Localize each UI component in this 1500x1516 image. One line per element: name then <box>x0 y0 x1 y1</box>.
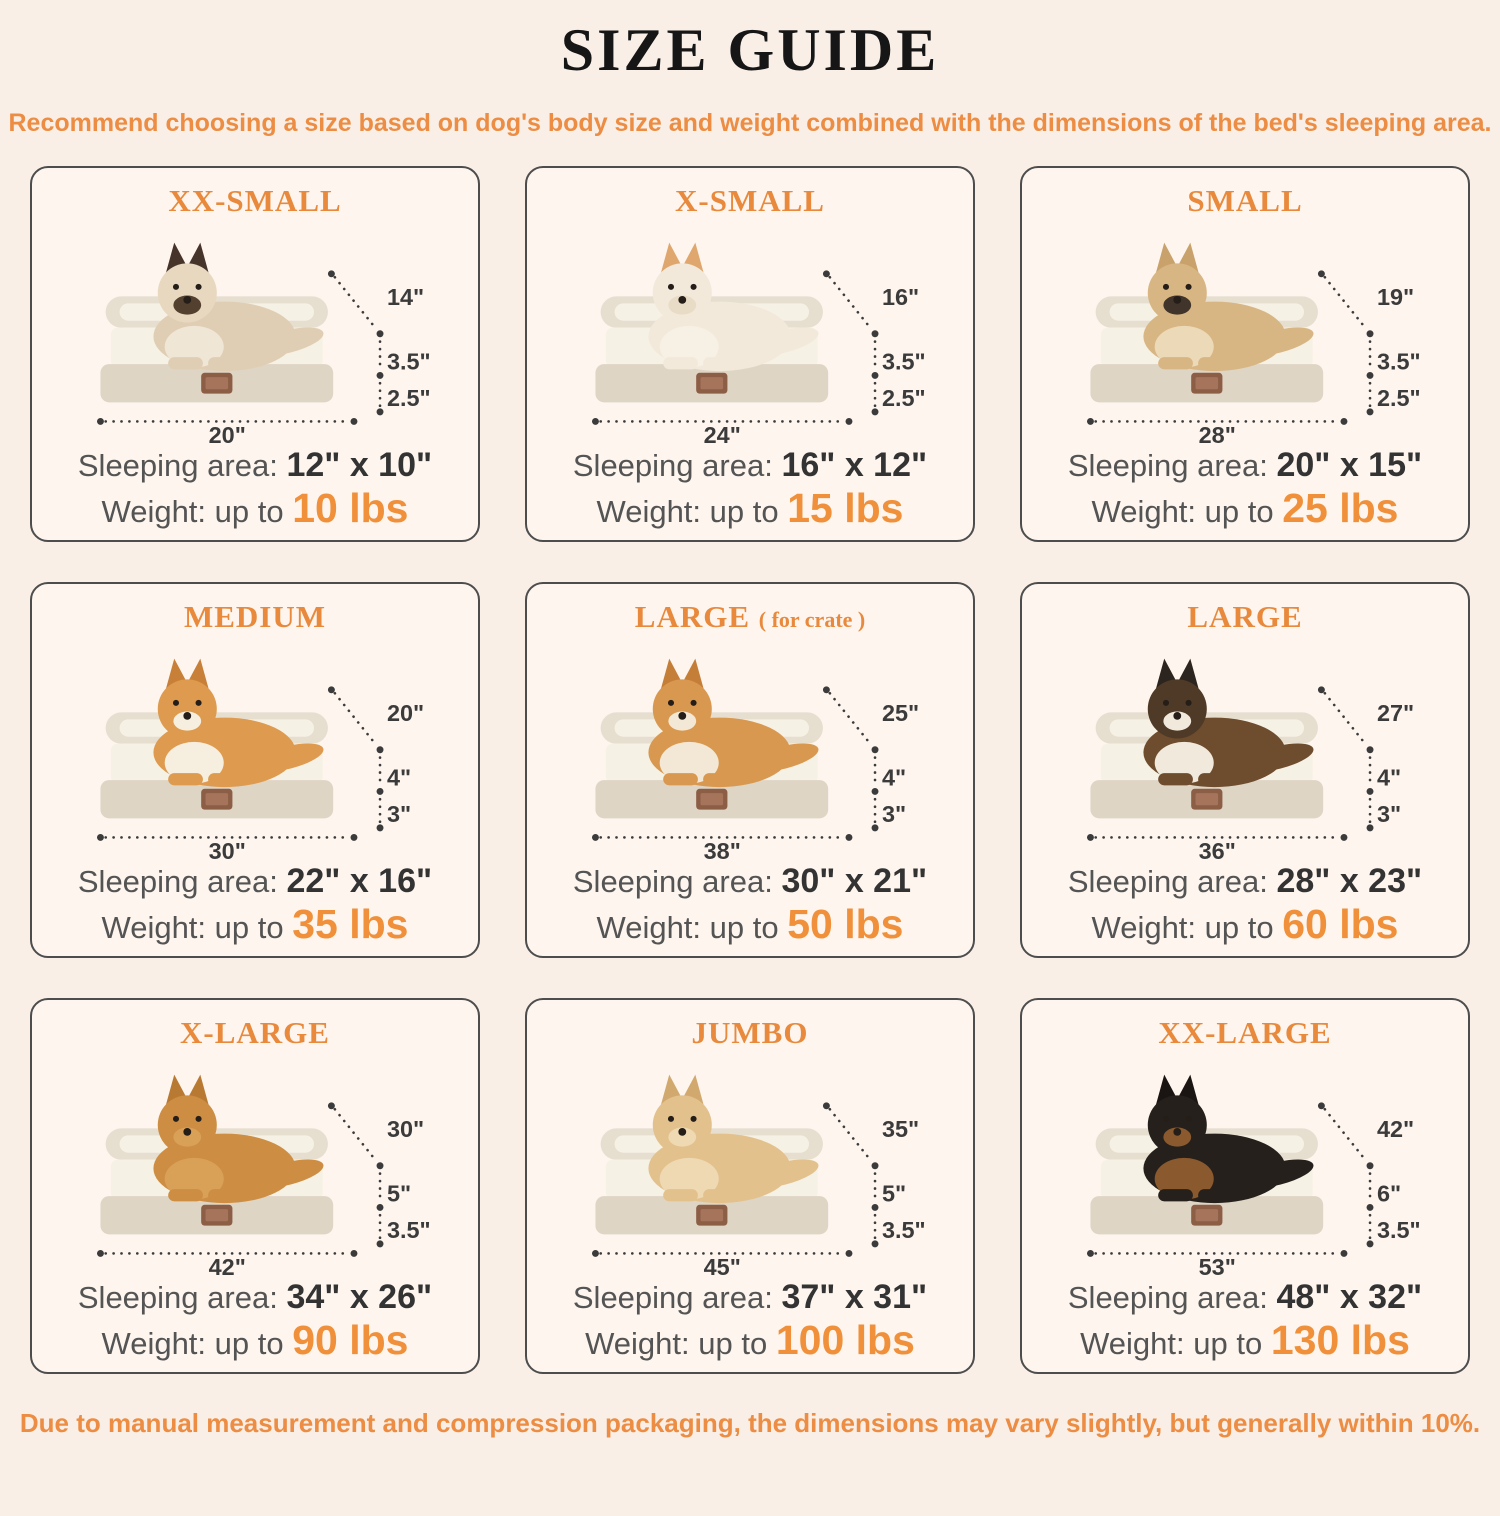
size-card-title <box>527 182 973 220</box>
weight-line <box>32 1318 478 1366</box>
pet-nose <box>1173 1128 1181 1136</box>
dim-dot <box>1367 824 1374 831</box>
pet-nose <box>678 296 686 304</box>
pet-nose <box>678 1128 686 1136</box>
dim-length: 53" <box>1198 1254 1236 1276</box>
weight-upto-label: up to <box>214 910 284 945</box>
dim-base-height: 3" <box>1376 800 1402 827</box>
dim-bolster-height: 3.5" <box>1376 348 1421 375</box>
dim-length: 20" <box>208 422 246 444</box>
dim-base-height: 2.5" <box>881 384 926 411</box>
dim-dot <box>377 372 384 379</box>
dim-line-diagonal <box>830 693 872 745</box>
size-card-title <box>32 1014 478 1052</box>
dim-line-diagonal <box>1325 693 1367 745</box>
size-card-title <box>527 1014 973 1052</box>
dim-bolster-top-width: 30" <box>386 1116 425 1143</box>
pet-eye-left <box>173 700 179 706</box>
size-card <box>30 582 480 958</box>
dim-bolster-top-width: 25" <box>881 700 920 727</box>
sleeping-area-label: Sleeping area: <box>572 448 773 483</box>
weight-label: Weight: <box>101 494 207 529</box>
weight-value: 130 lbs <box>1270 1317 1410 1363</box>
dim-dot <box>1367 372 1374 379</box>
size-card-title <box>32 598 478 636</box>
weight-upto-label: up to <box>214 494 284 529</box>
dim-dot <box>872 746 879 753</box>
dim-dot <box>872 372 879 379</box>
sleeping-area-line <box>527 1278 973 1316</box>
dim-line-diagonal <box>335 693 377 745</box>
pet-nose <box>1173 712 1181 720</box>
dim-dot <box>1087 1250 1094 1257</box>
dim-dot <box>592 418 599 425</box>
pet-nose <box>1173 296 1181 304</box>
dim-dot <box>592 834 599 841</box>
bed-illustration <box>550 1052 950 1276</box>
dim-dot <box>1087 418 1094 425</box>
dim-dot <box>1341 418 1348 425</box>
sleeping-area-value: 12" x 10" <box>286 446 433 484</box>
weight-value: 25 lbs <box>1282 485 1399 531</box>
pet-eye-right <box>196 700 202 706</box>
sleeping-area-line <box>32 446 478 484</box>
weight-line <box>527 1318 973 1366</box>
weight-line <box>527 486 973 534</box>
sleeping-area-label: Sleeping area: <box>1067 1280 1268 1315</box>
dim-bolster-height: 3.5" <box>881 348 926 375</box>
brand-patch-inner <box>701 793 724 805</box>
dim-dot <box>823 270 830 277</box>
brand-patch-inner <box>206 793 229 805</box>
sleeping-area-line <box>32 1278 478 1316</box>
bed-illustration <box>550 220 950 444</box>
dim-dot <box>97 834 104 841</box>
weight-upto-label: up to <box>1204 910 1274 945</box>
dim-dot <box>872 408 879 415</box>
disclaimer-note: Due to manual measurement and compression packaging, the dimensions may vary slightly, but generally within 10%. <box>19 1408 1481 1438</box>
dim-bolster-top-width: 16" <box>881 284 920 311</box>
dim-bolster-height: 4" <box>1376 764 1402 791</box>
dim-base-height: 3" <box>881 800 907 827</box>
size-name: X-LARGE <box>180 1015 330 1050</box>
dim-dot <box>351 1250 358 1257</box>
weight-label: Weight: <box>596 910 702 945</box>
size-name: LARGE <box>634 599 751 634</box>
weight-value: 100 lbs <box>775 1317 915 1363</box>
sleeping-area-label: Sleeping area: <box>77 448 278 483</box>
dim-dot <box>1367 1204 1374 1211</box>
pet-eye-left <box>668 700 674 706</box>
dim-dot <box>377 824 384 831</box>
weight-value: 15 lbs <box>787 485 904 531</box>
size-card-title <box>1022 598 1468 636</box>
dim-dot <box>328 270 335 277</box>
dim-dot <box>823 686 830 693</box>
pet-paw-left <box>1158 357 1193 369</box>
weight-line <box>32 486 478 534</box>
weight-line <box>1022 902 1468 950</box>
pet-paw-right <box>208 357 243 369</box>
pet-paw-right <box>703 773 738 785</box>
pet-paw-left <box>663 773 698 785</box>
dim-line-diagonal <box>1325 277 1367 329</box>
dim-dot <box>377 408 384 415</box>
dim-bolster-height: 4" <box>881 764 907 791</box>
dim-dot <box>872 1240 879 1247</box>
weight-line <box>32 902 478 950</box>
sleeping-area-value: 28" x 23" <box>1276 862 1423 900</box>
dim-bolster-top-width: 20" <box>386 700 425 727</box>
pet-eye-left <box>173 284 179 290</box>
dim-dot <box>872 1204 879 1211</box>
dim-bolster-top-width: 14" <box>386 284 425 311</box>
pet-nose <box>183 296 191 304</box>
brand-patch-inner <box>701 1209 724 1221</box>
pet-paw-right <box>1198 1189 1233 1201</box>
dim-dot <box>872 788 879 795</box>
dim-dot <box>592 1250 599 1257</box>
pet-paw-right <box>1198 773 1233 785</box>
dim-dot <box>97 1250 104 1257</box>
sleeping-area-value: 30" x 21" <box>781 862 928 900</box>
weight-label: Weight: <box>101 1326 207 1361</box>
pet-eye-left <box>668 284 674 290</box>
sleeping-area-label: Sleeping area: <box>77 864 278 899</box>
size-card <box>525 166 975 542</box>
sleeping-area-label: Sleeping area: <box>572 864 773 899</box>
pet-paw-left <box>663 1189 698 1201</box>
sleeping-area-line <box>1022 1278 1468 1316</box>
size-card <box>525 998 975 1374</box>
pet-eye-left <box>1163 700 1169 706</box>
pet-eye-left <box>668 1116 674 1122</box>
dim-line-diagonal <box>830 1109 872 1161</box>
weight-upto-label: up to <box>1193 1326 1263 1361</box>
size-card <box>30 166 480 542</box>
bed-illustration <box>55 636 455 860</box>
pet-paw-left <box>168 357 203 369</box>
size-name-note: ( for crate ) <box>758 607 866 632</box>
weight-value: 35 lbs <box>292 901 409 947</box>
weight-value: 10 lbs <box>292 485 409 531</box>
weight-upto-label: up to <box>709 494 779 529</box>
dim-dot <box>846 834 853 841</box>
dim-dot <box>823 1102 830 1109</box>
brand-patch-inner <box>701 377 724 389</box>
dim-bolster-height: 5" <box>386 1180 412 1207</box>
sleeping-area-value: 20" x 15" <box>1276 446 1423 484</box>
weight-label: Weight: <box>585 1326 690 1361</box>
dim-dot <box>1367 746 1374 753</box>
weight-label: Weight: <box>1091 910 1197 945</box>
weight-value: 60 lbs <box>1282 901 1399 947</box>
dim-dot <box>351 834 358 841</box>
dim-bolster-top-width: 35" <box>881 1116 920 1143</box>
dim-line-diagonal <box>335 277 377 329</box>
dim-dot <box>328 686 335 693</box>
dim-dot <box>1341 834 1348 841</box>
sleeping-area-value: 16" x 12" <box>781 446 928 484</box>
pet-paw-left <box>168 773 203 785</box>
pet-eye-right <box>196 284 202 290</box>
dim-dot <box>1367 408 1374 415</box>
weight-upto-label: up to <box>1204 494 1274 529</box>
dim-dot <box>846 418 853 425</box>
dim-bolster-height: 3.5" <box>386 348 431 375</box>
weight-upto-label: up to <box>709 910 779 945</box>
dim-dot <box>1341 1250 1348 1257</box>
size-name: SMALL <box>1187 183 1303 218</box>
dim-bolster-height: 6" <box>1376 1180 1402 1207</box>
dim-length: 28" <box>1198 422 1236 444</box>
dim-dot <box>1087 834 1094 841</box>
pet-nose <box>183 712 191 720</box>
sleeping-area-value: 22" x 16" <box>286 862 433 900</box>
bed-illustration <box>55 220 455 444</box>
size-name: X-SMALL <box>675 183 825 218</box>
pet-eye-right <box>1186 1116 1192 1122</box>
pet-paw-right <box>703 1189 738 1201</box>
pet-eye-right <box>691 700 697 706</box>
dim-base-height: 3" <box>386 800 412 827</box>
dim-dot <box>97 418 104 425</box>
dim-dot <box>1318 686 1325 693</box>
weight-label: Weight: <box>1080 1326 1185 1361</box>
dim-dot <box>872 824 879 831</box>
dim-line-diagonal <box>335 1109 377 1161</box>
pet-eye-left <box>173 1116 179 1122</box>
pet-paw-right <box>208 773 243 785</box>
pet-eye-right <box>691 1116 697 1122</box>
weight-line <box>527 902 973 950</box>
weight-value: 90 lbs <box>292 1317 409 1363</box>
weight-upto-label: up to <box>214 1326 284 1361</box>
dim-base-height: 3.5" <box>386 1216 431 1243</box>
sleeping-area-value: 48" x 32" <box>1276 1278 1423 1316</box>
weight-value: 50 lbs <box>787 901 904 947</box>
dim-dot <box>872 330 879 337</box>
brand-patch-inner <box>1196 1209 1219 1221</box>
size-name: XX-SMALL <box>168 183 342 218</box>
page-subtitle: Recommend choosing a size based on dog's body size and weight combined with the dimensions of the bed's sleeping area. <box>8 109 1492 137</box>
size-card-title <box>32 182 478 220</box>
pet-paw-left <box>168 1189 203 1201</box>
dim-bolster-height: 4" <box>386 764 412 791</box>
sleeping-area-line <box>32 862 478 900</box>
dim-length: 30" <box>208 838 246 860</box>
brand-patch-inner <box>206 1209 229 1221</box>
dim-length: 42" <box>208 1254 246 1276</box>
size-card-title <box>527 598 973 636</box>
dim-dot <box>846 1250 853 1257</box>
size-card <box>1020 582 1470 958</box>
dim-line-diagonal <box>1325 1109 1367 1161</box>
dim-base-height: 2.5" <box>1376 384 1421 411</box>
size-card-title <box>1022 1014 1468 1052</box>
weight-label: Weight: <box>1091 494 1197 529</box>
dim-base-height: 3.5" <box>1376 1216 1421 1243</box>
sleeping-area-label: Sleeping area: <box>1067 864 1268 899</box>
brand-patch-inner <box>1196 793 1219 805</box>
weight-upto-label: up to <box>698 1326 768 1361</box>
sleeping-area-label: Sleeping area: <box>77 1280 278 1315</box>
dim-dot <box>1367 1162 1374 1169</box>
dim-dot <box>377 330 384 337</box>
dim-dot <box>1318 1102 1325 1109</box>
bed-illustration <box>1045 220 1445 444</box>
pet-eye-right <box>1186 700 1192 706</box>
sleeping-area-label: Sleeping area: <box>572 1280 773 1315</box>
sleeping-area-line <box>527 446 973 484</box>
size-card <box>1020 166 1470 542</box>
pet-eye-left <box>1163 1116 1169 1122</box>
dim-length: 45" <box>703 1254 741 1276</box>
dim-dot <box>1367 788 1374 795</box>
dim-dot <box>1367 330 1374 337</box>
dim-dot <box>377 1204 384 1211</box>
pet-nose <box>183 1128 191 1136</box>
dim-length: 38" <box>703 838 741 860</box>
pet-paw-left <box>663 357 698 369</box>
pet-paw-right <box>1198 357 1233 369</box>
sleeping-area-line <box>1022 446 1468 484</box>
dim-bolster-top-width: 19" <box>1376 284 1415 311</box>
pet-paw-right <box>208 1189 243 1201</box>
dim-dot <box>351 418 358 425</box>
brand-patch-inner <box>206 377 229 389</box>
dim-dot <box>377 1162 384 1169</box>
weight-label: Weight: <box>596 494 702 529</box>
size-name: JUMBO <box>691 1015 809 1050</box>
dim-dot <box>872 1162 879 1169</box>
bed-illustration <box>1045 636 1445 860</box>
size-card <box>525 582 975 958</box>
sleeping-area-line <box>1022 862 1468 900</box>
dim-dot <box>1318 270 1325 277</box>
page-title: SIZE GUIDE <box>560 17 940 83</box>
weight-line <box>1022 1318 1468 1366</box>
pet-eye-right <box>691 284 697 290</box>
dim-dot <box>328 1102 335 1109</box>
dim-dot <box>377 746 384 753</box>
sleeping-area-line <box>527 862 973 900</box>
sleeping-area-label: Sleeping area: <box>1067 448 1268 483</box>
dim-bolster-height: 5" <box>881 1180 907 1207</box>
size-name: MEDIUM <box>183 599 327 634</box>
weight-label: Weight: <box>101 910 207 945</box>
dim-length: 36" <box>1198 838 1236 860</box>
dim-base-height: 3.5" <box>881 1216 926 1243</box>
pet-eye-right <box>196 1116 202 1122</box>
size-name: XX-LARGE <box>1158 1015 1332 1050</box>
weight-line <box>1022 486 1468 534</box>
dim-dot <box>1367 1240 1374 1247</box>
sleeping-area-value: 37" x 31" <box>781 1278 928 1316</box>
brand-patch-inner <box>1196 377 1219 389</box>
pet-paw-left <box>1158 1189 1193 1201</box>
bed-illustration <box>55 1052 455 1276</box>
size-name: LARGE <box>1187 599 1303 634</box>
dim-bolster-top-width: 27" <box>1376 700 1415 727</box>
pet-eye-right <box>1186 284 1192 290</box>
pet-paw-left <box>1158 773 1193 785</box>
pet-paw-right <box>703 357 738 369</box>
dim-dot <box>377 788 384 795</box>
size-card-title <box>1022 182 1468 220</box>
bed-illustration <box>550 636 950 860</box>
dim-dot <box>377 1240 384 1247</box>
size-grid <box>30 166 1470 1374</box>
bed-illustration <box>1045 1052 1445 1276</box>
dim-base-height: 2.5" <box>386 384 431 411</box>
size-card <box>1020 998 1470 1374</box>
sleeping-area-value: 34" x 26" <box>286 1278 433 1316</box>
dim-line-diagonal <box>830 277 872 329</box>
pet-eye-left <box>1163 284 1169 290</box>
size-card <box>30 998 480 1374</box>
pet-nose <box>678 712 686 720</box>
dim-bolster-top-width: 42" <box>1376 1116 1415 1143</box>
dim-length: 24" <box>703 422 741 444</box>
